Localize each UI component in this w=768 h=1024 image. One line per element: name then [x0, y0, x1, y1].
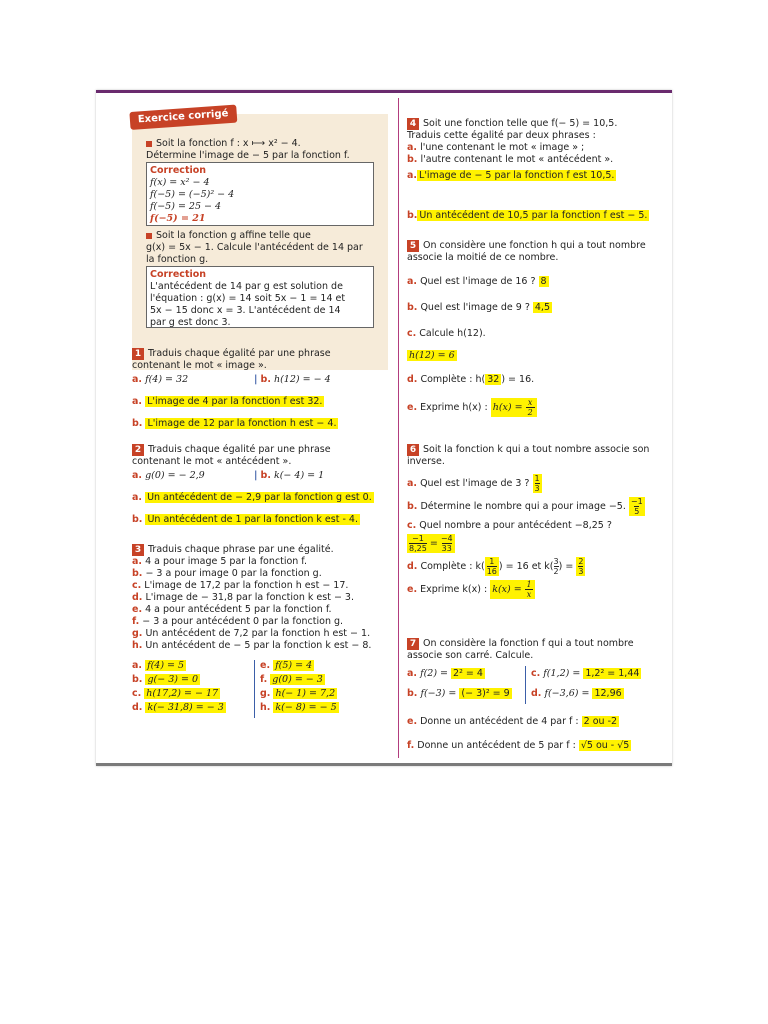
exercise-3-answers	[132, 660, 392, 720]
answer-separator	[525, 666, 526, 704]
page-bottom-border	[96, 763, 672, 766]
exercise-4: 4 Soit une fonction telle que f(− 5) = 10,5. Traduis cette égalité par deux phrases : a. l'une contenant le mot « image » ; b. l'autre contenant le mot « antécédent ». a. L'image de − 5 par la fonction f est 10,5. b. Un antécédent de 10,5 par la fonction f est − 5.	[407, 118, 648, 221]
page-top-border	[96, 90, 672, 93]
exercise-1: 1 Traduis chaque égalité par une phrase contenant le mot « image ». a. f(4) = 32 | b. h(12) = − 4 a. L'image de 4 par la fonction f est 32. b. L'image de 12 par la fonction h est − 4.	[132, 348, 337, 429]
answer-row: a. f(4) = 5	[132, 660, 185, 671]
answer-highlight: Un antécédent de 1 par la fonction k est - 4.	[147, 514, 358, 525]
corrige-question-2: Soit la fonction g affine telle que g(x) = 5x − 1. Calcule l'antécédent de 14 par la fonction g.	[146, 230, 363, 265]
answer-row: d. k(− 31,8) = − 3	[132, 702, 224, 713]
bullet-square-icon	[146, 233, 152, 239]
list-item: c. L'image de 17,2 par la fonction h est − 17.	[132, 580, 349, 591]
column-divider	[398, 98, 399, 758]
correction-box-1: Correction f(x) = x² − 4 f(−5) = (−5)² − 4 f(−5) = 25 − 4 f(−5) = 21	[146, 162, 374, 226]
corrected-exercise-title: Exercice corrigé	[129, 105, 237, 130]
list-item: d. L'image de − 31,8 par la fonction k est − 3.	[132, 592, 354, 603]
exercise-7: 7 On considère la fonction f qui a tout nombre associe son carré. Calcule. a. f(2) = 2² = 4 b. f(−3) = (− 3)² = 9 c. f(1,2) = 1,2² = 1,44 d. f(−3,6) = 12,96 e. Donne un antécédent de 4 par f : 2 ou -2 f. Donne un antécédent de 5 par f : √5 ou - √5	[407, 638, 662, 752]
list-item: b. − 3 a pour image 0 par la fonction g.	[132, 568, 322, 579]
exercise-2: 2 Traduis chaque égalité par une phrase contenant le mot « antécédent ». a. g(0) = − 2,9 | b. k(− 4) = 1 a. Un antécédent de − 2,9 par la fonction g est 0. b. Un antécédent de 1 par la fonction k est - 4.	[132, 444, 372, 525]
corrige-question-1: Soit la fonction f : x ⟼ x² − 4. Détermine l'image de − 5 par la fonction f.	[146, 138, 350, 161]
answer-row: f. g(0) = − 3	[260, 674, 323, 685]
answer-highlight: L'image de − 5 par la fonction f est 10,5.	[419, 170, 615, 181]
list-item: e. 4 a pour antécédent 5 par la fonction f.	[132, 604, 332, 615]
answer-row: c. h(17,2) = − 17	[132, 688, 219, 699]
answer-row: e. f(5) = 4	[260, 660, 313, 671]
exercise-3: 3 Traduis chaque phrase par une égalité. a. 4 a pour image 5 par la fonction f. b. − 3 a pour image 0 par la fonction g. c. L'image de 17,2 par la fonction h est − 17. d. L'image de − 31,8 par la fonction k est − 3. e. 4 a pour antécédent 5 par la fonction f. f. − 3 a pour antécédent 0 par la fonction g. g. Un antécédent de 7,2 par la fonction h est − 1. h. Un antécédent de − 5 par la fonction k est − 8. a. f(4) = 5 b. g(− 3) = 0 c. h(17,2) = − 17 d. k(− 31,8) = − 3 e. f(5) = 4 f. g(0) = − 3 g. h(− 1) = 7,2 h. k(− 8) = − 5	[132, 544, 392, 720]
exercise-6: 6 Soit la fonction k qui a tout nombre associe son inverse. a. Quel est l'image de 3 ? 1 3 b. Détermine le nombre qui a pour image −5. −1 5 c. Quel nombre a pour antécédent −8,25 ? $\frac{-1}{8,25}$ = $\frac{-4}{33}$ d. Complète : k( 1 16 ) = 16 et k( 3 2 ) = $\frac{2}{3}$ e. Exprime k(x) : k(x) = $\frac{1}{x}$	[407, 444, 650, 599]
answer-highlight: Un antécédent de 10,5 par la fonction f est − 5.	[419, 210, 648, 221]
answer-row: g. h(− 1) = 7,2	[260, 688, 336, 699]
list-item: a. 4 a pour image 5 par la fonction f.	[132, 556, 307, 567]
list-item: g. Un antécédent de 7,2 par la fonction h est − 1.	[132, 628, 371, 639]
answer-highlight: L'image de 12 par la fonction h est − 4.	[147, 418, 337, 429]
list-item: h. Un antécédent de − 5 par la fonction k est − 8.	[132, 640, 372, 651]
answer-separator	[254, 660, 255, 718]
answer-highlight: Un antécédent de − 2,9 par la fonction g est 0.	[147, 492, 372, 503]
answer-row: h. k(− 8) = − 5	[260, 702, 337, 713]
worksheet-page	[96, 90, 672, 766]
list-item: f. − 3 a pour antécédent 0 par la fonction g.	[132, 616, 344, 627]
exercise-7-grid: a. f(2) = 2² = 4 b. f(−3) = (− 3)² = 9 c. f(1,2) = 1,2² = 1,44 d. f(−3,6) = 12,96	[407, 668, 662, 708]
correction-box-2: Correction L'antécédent de 14 par g est solution de l'équation : g(x) = 14 soit 5x − 1 = 14 et 5x − 15 donc x = 3. L'antécédent de 14 par g est donc 3.	[146, 266, 374, 328]
exercise-5: 5 On considère une fonction h qui a tout nombre associe la moitié de ce nombre. a. Quel est l'image de 16 ? 8 b. Quel est l'image de 9 ? 4,5 c. Calcule h(12). h(12) = 6 d. Complète : h( 32 ) = 16. e. Exprime h(x) : h(x) = $\frac{x}{2}$	[407, 240, 646, 417]
answer-highlight: L'image de 4 par la fonction f est 32.	[147, 396, 323, 407]
bullet-square-icon	[146, 141, 152, 147]
answer-row: b. g(− 3) = 0	[132, 674, 199, 685]
